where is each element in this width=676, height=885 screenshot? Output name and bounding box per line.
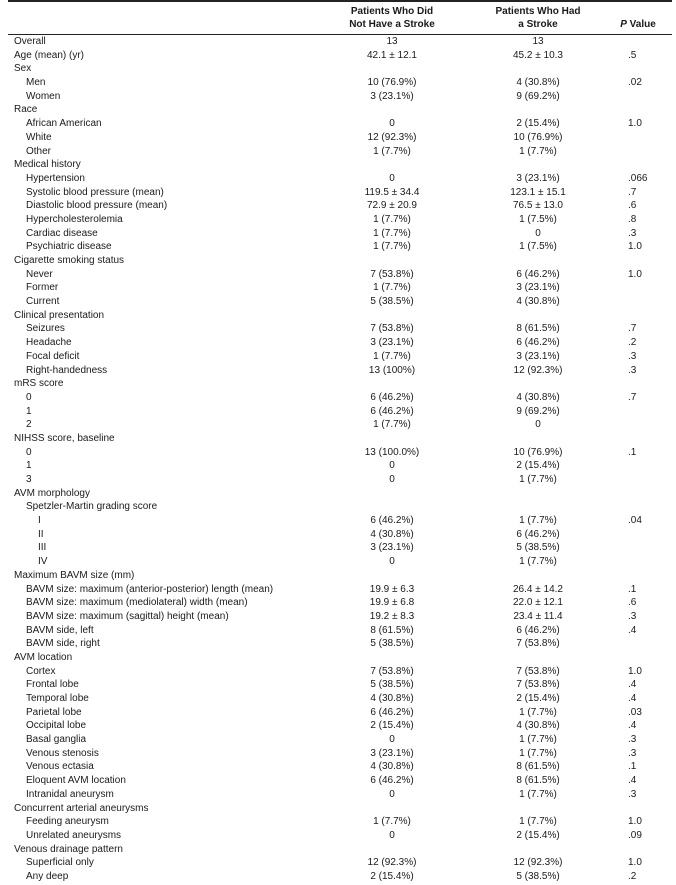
- table-row: [8, 706, 672, 720]
- cell-no-stroke: 72.9 ± 20.9: [367, 200, 417, 212]
- header-no-stroke-line2: Not Have a Stroke: [349, 19, 435, 30]
- table-row: [8, 610, 672, 624]
- cell-p-value: .4: [628, 775, 637, 787]
- cell-no-stroke: 1 (7.7%): [373, 227, 411, 239]
- cell-stroke: 10 (76.9%): [513, 131, 563, 143]
- row-label: Cortex: [26, 665, 56, 677]
- row-label: Headache: [26, 337, 72, 349]
- table-row: [8, 336, 672, 350]
- cell-p-value: 1.0: [628, 816, 642, 828]
- row-label: IV: [38, 556, 48, 568]
- cell-stroke: 3 (23.1%): [516, 172, 560, 184]
- table-row: [8, 62, 672, 76]
- row-label: Concurrent arterial aneurysms: [14, 802, 149, 814]
- table-row: [8, 76, 672, 90]
- row-label: Eloquent AVM location: [26, 775, 126, 787]
- table-row: [8, 624, 672, 638]
- cell-no-stroke: 1 (7.7%): [373, 241, 411, 253]
- row-label: Superficial only: [26, 857, 94, 869]
- cell-p-value: .02: [628, 77, 642, 89]
- cell-no-stroke: 6 (46.2%): [370, 391, 414, 403]
- cell-p-value: .8: [628, 213, 637, 225]
- row-label: BAVM side, left: [26, 624, 94, 636]
- cell-no-stroke: 1 (7.7%): [373, 145, 411, 157]
- cell-no-stroke: 6 (46.2%): [370, 706, 414, 718]
- row-label: Parietal lobe: [26, 706, 82, 718]
- cell-p-value: .7: [628, 391, 637, 403]
- row-label: Occipital lobe: [26, 720, 87, 732]
- table-row: [8, 555, 672, 569]
- cell-no-stroke: 19.9 ± 6.3: [369, 583, 415, 595]
- row-label: Cigarette smoking status: [14, 255, 125, 266]
- cell-p-value: .4: [628, 624, 637, 636]
- cell-stroke: 2 (15.4%): [516, 118, 560, 130]
- table-row: [8, 747, 672, 761]
- cell-stroke: 7 (53.8%): [516, 638, 560, 650]
- cell-stroke: 7 (53.8%): [516, 679, 560, 691]
- cell-p-value: 1.0: [628, 268, 642, 280]
- row-label: Age (mean) (yr): [14, 49, 85, 61]
- cell-p-value: .4: [628, 720, 637, 732]
- table-row: [8, 418, 672, 432]
- cell-no-stroke: 0: [389, 118, 395, 130]
- table-row: [8, 870, 672, 884]
- cell-stroke: 45.2 ± 10.3: [513, 49, 563, 61]
- cell-stroke: 26.4 ± 14.2: [513, 583, 563, 595]
- table-row: [8, 295, 672, 309]
- cell-no-stroke: 1 (7.7%): [373, 350, 411, 362]
- table-row: [8, 90, 672, 104]
- cell-stroke: 4 (30.8%): [516, 77, 560, 89]
- table-row: [8, 856, 672, 870]
- table-row: [8, 145, 672, 159]
- cell-stroke: 2 (15.4%): [516, 829, 560, 841]
- cell-stroke: 8 (61.5%): [516, 775, 560, 787]
- row-label: Sex: [14, 63, 32, 75]
- row-label: AVM morphology: [14, 487, 90, 499]
- cell-p-value: 1.0: [628, 241, 642, 253]
- cell-stroke: 1 (7.7%): [519, 145, 557, 157]
- row-label: BAVM side, right: [26, 638, 100, 650]
- cell-no-stroke: 6 (46.2%): [370, 405, 414, 417]
- cell-stroke: 10 (76.9%): [513, 446, 563, 458]
- table-row: [8, 760, 672, 774]
- row-label: Frontal lobe: [26, 679, 79, 691]
- table-row: [8, 377, 672, 391]
- cell-stroke: 4 (30.8%): [516, 391, 560, 403]
- header-no-stroke: [330, 5, 454, 31]
- cell-p-value: .2: [628, 337, 637, 349]
- cell-p-value: 1.0: [628, 665, 642, 677]
- row-label: 0: [26, 446, 32, 458]
- row-label: Men: [26, 77, 46, 89]
- cell-no-stroke: 12 (92.3%): [367, 857, 417, 869]
- table-row: [8, 432, 672, 446]
- cell-no-stroke: 3 (23.1%): [370, 747, 414, 759]
- cell-stroke: 22.0 ± 12.1: [513, 597, 563, 609]
- cell-p-value: .3: [628, 350, 637, 362]
- row-label: I: [38, 515, 41, 527]
- table-row: [8, 637, 672, 651]
- row-label: AVM location: [14, 651, 73, 663]
- cell-stroke: 13: [532, 36, 544, 47]
- cell-stroke: 1 (7.7%): [519, 788, 557, 800]
- cell-p-value: 1.0: [628, 857, 642, 869]
- row-label: 0: [26, 391, 32, 403]
- table-row: [8, 322, 672, 336]
- cell-no-stroke: 5 (38.5%): [370, 638, 414, 650]
- cell-no-stroke: 0: [389, 734, 395, 746]
- cell-p-value: .4: [628, 679, 637, 691]
- cell-no-stroke: 13 (100%): [368, 364, 416, 376]
- cell-p-value: .1: [628, 583, 637, 595]
- cell-no-stroke: 13: [386, 36, 398, 47]
- table-row: [8, 665, 672, 679]
- row-label: Never: [26, 268, 53, 280]
- cell-no-stroke: 7 (53.8%): [370, 665, 414, 677]
- row-label: Women: [26, 90, 61, 102]
- cell-stroke: 1 (7.5%): [519, 213, 557, 225]
- table-row: [8, 281, 672, 295]
- cell-p-value: .5: [628, 49, 637, 61]
- cell-stroke: 5 (38.5%): [516, 870, 560, 882]
- cell-no-stroke: 2 (15.4%): [370, 720, 414, 732]
- table-row: [8, 815, 672, 829]
- row-label: African American: [26, 118, 102, 130]
- table-row: [8, 719, 672, 733]
- row-label: Feeding aneurysm: [26, 816, 109, 828]
- row-label: 1: [26, 460, 32, 472]
- cell-p-value: 1.0: [628, 118, 642, 130]
- cell-p-value: .1: [628, 446, 637, 458]
- table-header: [8, 4, 672, 32]
- cell-p-value: .6: [628, 200, 637, 212]
- cell-p-value: .6: [628, 597, 637, 609]
- cell-no-stroke: 4 (30.8%): [370, 528, 414, 540]
- row-label: 3: [26, 474, 32, 485]
- cell-no-stroke: 3 (23.1%): [370, 337, 414, 349]
- table-row: [8, 802, 672, 816]
- cell-no-stroke: 1 (7.7%): [373, 816, 411, 828]
- cell-no-stroke: 19.9 ± 6.8: [369, 597, 415, 609]
- cell-stroke: 0: [535, 419, 541, 431]
- table-row: [8, 596, 672, 610]
- row-label: II: [38, 528, 44, 540]
- cell-no-stroke: 0: [389, 829, 395, 841]
- table-row: [8, 829, 672, 843]
- cell-no-stroke: 1 (7.7%): [373, 213, 411, 225]
- header-p-italic: P: [620, 19, 627, 30]
- cell-stroke: 9 (69.2%): [516, 90, 560, 102]
- table-row: [8, 103, 672, 117]
- cell-stroke: 1 (7.7%): [519, 816, 557, 828]
- table-row: [8, 692, 672, 706]
- cell-no-stroke: 3 (23.1%): [370, 90, 414, 102]
- cell-stroke: 6 (46.2%): [516, 337, 560, 349]
- cell-no-stroke: 8 (61.5%): [370, 624, 414, 636]
- header-p-value: [608, 18, 668, 31]
- table-row: [8, 405, 672, 419]
- row-label: Seizures: [26, 323, 65, 335]
- cell-no-stroke: 6 (46.2%): [370, 775, 414, 787]
- row-label: Any deep: [26, 870, 69, 882]
- table-row: [8, 514, 672, 528]
- row-label: Hypercholesterolemia: [26, 213, 123, 225]
- table-row: [8, 227, 672, 241]
- cell-stroke: 4 (30.8%): [516, 296, 560, 308]
- cell-stroke: 3 (23.1%): [516, 350, 560, 362]
- cell-p-value: .066: [628, 172, 648, 184]
- cell-p-value: .09: [628, 829, 642, 841]
- cell-no-stroke: 4 (30.8%): [370, 693, 414, 704]
- row-label: Venous ectasia: [26, 761, 94, 773]
- table-row: [8, 569, 672, 583]
- table-row: [8, 186, 672, 200]
- cell-p-value: .7: [628, 323, 637, 335]
- table-row: [8, 473, 672, 487]
- table-row: [8, 350, 672, 364]
- table-row: [8, 651, 672, 665]
- cell-no-stroke: 42.1 ± 12.1: [367, 49, 417, 61]
- cell-stroke: 8 (61.5%): [516, 761, 560, 773]
- cell-no-stroke: 1 (7.7%): [373, 419, 411, 431]
- cell-no-stroke: 0: [389, 172, 395, 184]
- cell-no-stroke: 10 (76.9%): [367, 77, 417, 89]
- row-label: BAVM size: maximum (mediolateral) width (mean): [26, 597, 248, 609]
- table-row: [8, 774, 672, 788]
- cell-stroke: 3 (23.1%): [516, 282, 560, 294]
- cell-no-stroke: 1 (7.7%): [373, 282, 411, 294]
- row-label: Intranidal aneurysm: [26, 788, 114, 800]
- row-label: Venous drainage pattern: [14, 843, 123, 855]
- cell-no-stroke: 0: [389, 556, 395, 568]
- table-row: [8, 487, 672, 501]
- table-row: [8, 117, 672, 131]
- row-label: Venous stenosis: [26, 747, 99, 759]
- row-label: Current: [26, 296, 60, 308]
- row-label: Spetzler-Martin grading score: [26, 501, 158, 513]
- cell-p-value: .04: [628, 515, 642, 527]
- header-no-stroke-line1: Patients Who Did: [350, 6, 434, 17]
- cell-p-value: .3: [628, 747, 637, 759]
- table-row: [8, 500, 672, 514]
- cell-stroke: 7 (53.8%): [516, 665, 560, 677]
- cell-stroke: 1 (7.7%): [519, 556, 557, 568]
- cell-no-stroke: 0: [389, 460, 395, 472]
- row-label: NIHSS score, baseline: [14, 432, 115, 444]
- cell-p-value: .03: [628, 706, 642, 718]
- table-row: [8, 843, 672, 857]
- cell-stroke: 12 (92.3%): [513, 364, 563, 376]
- cell-no-stroke: 7 (53.8%): [370, 268, 414, 280]
- table-top-rule: [8, 0, 672, 2]
- cell-stroke: 123.1 ± 15.1: [510, 186, 566, 198]
- cell-stroke: 1 (7.7%): [519, 706, 557, 718]
- row-label: Hypertension: [26, 172, 85, 184]
- table-row: [8, 541, 672, 555]
- cell-p-value: .3: [628, 788, 637, 800]
- table-row: [8, 583, 672, 597]
- row-label: Clinical presentation: [14, 309, 105, 321]
- row-label: BAVM size: maximum (sagittal) height (mean): [26, 610, 229, 622]
- cell-p-value: .3: [628, 610, 637, 622]
- row-label: Diastolic blood pressure (mean): [26, 200, 168, 212]
- table-row: [8, 172, 672, 186]
- table-row: [8, 213, 672, 227]
- row-label: Focal deficit: [26, 350, 80, 362]
- cell-no-stroke: 5 (38.5%): [370, 679, 414, 691]
- table-row: [8, 49, 672, 63]
- table-row: [8, 364, 672, 378]
- cell-no-stroke: 12 (92.3%): [367, 131, 417, 143]
- row-label: Medical history: [14, 159, 81, 171]
- cell-p-value: .2: [628, 870, 637, 882]
- table-row: [8, 131, 672, 145]
- cell-p-value: .1: [628, 761, 637, 773]
- table-row: [8, 391, 672, 405]
- cell-stroke: 1 (7.5%): [519, 241, 557, 253]
- cell-stroke: 1 (7.7%): [519, 747, 557, 759]
- row-label: 2: [26, 419, 32, 431]
- cell-no-stroke: 7 (53.8%): [370, 323, 414, 335]
- table-row: [8, 268, 672, 282]
- cell-no-stroke: 13 (100.0%): [364, 446, 420, 458]
- table-row: [8, 733, 672, 747]
- header-p-rest: Value: [626, 19, 656, 30]
- cell-stroke: 76.5 ± 13.0: [513, 200, 563, 212]
- cell-no-stroke: 3 (23.1%): [370, 542, 414, 554]
- table-row: [8, 309, 672, 323]
- row-label: BAVM size: maximum (anterior-posterior) length (mean): [26, 583, 274, 595]
- table-row: [8, 35, 672, 49]
- cell-stroke: 9 (69.2%): [516, 405, 560, 417]
- table-row: [8, 678, 672, 692]
- table-row: [8, 528, 672, 542]
- cell-stroke: 5 (38.5%): [516, 542, 560, 554]
- cell-p-value: .7: [628, 186, 637, 198]
- row-label: Maximum BAVM size (mm): [14, 569, 135, 581]
- row-label: Psychiatric disease: [26, 241, 112, 253]
- row-label: Right-handedness: [26, 364, 108, 376]
- cell-no-stroke: 5 (38.5%): [370, 296, 414, 308]
- row-label: White: [26, 131, 52, 143]
- cell-no-stroke: 0: [389, 788, 395, 800]
- table-row: [8, 158, 672, 172]
- row-label: mRS score: [14, 378, 64, 390]
- row-label: Cardiac disease: [26, 227, 98, 239]
- row-label: Unrelated aneurysms: [26, 829, 122, 841]
- table-row: [8, 788, 672, 802]
- table-row: [8, 199, 672, 213]
- cell-no-stroke: 2 (15.4%): [370, 870, 414, 882]
- row-label: Basal ganglia: [26, 734, 87, 746]
- cell-no-stroke: 119.5 ± 34.4: [364, 186, 420, 198]
- row-label: Systolic blood pressure (mean): [26, 186, 164, 198]
- cell-stroke: 6 (46.2%): [516, 268, 560, 280]
- cell-stroke: 8 (61.5%): [516, 323, 560, 335]
- cell-stroke: 12 (92.3%): [513, 857, 563, 869]
- header-stroke-line1: Patients Who Had: [495, 6, 581, 17]
- cell-stroke: 4 (30.8%): [516, 720, 560, 732]
- table-row: [8, 459, 672, 473]
- cell-stroke: 2 (15.4%): [516, 460, 560, 472]
- cell-stroke: 1 (7.7%): [519, 474, 557, 485]
- cell-stroke: 1 (7.7%): [519, 515, 557, 527]
- cell-stroke: 6 (46.2%): [516, 528, 560, 540]
- cell-p-value: .4: [628, 693, 637, 704]
- table-body: [8, 35, 672, 884]
- cell-stroke: 23.4 ± 11.4: [513, 610, 563, 622]
- cell-stroke: 6 (46.2%): [516, 624, 560, 636]
- cell-p-value: .3: [628, 227, 637, 239]
- row-label: Former: [26, 282, 59, 294]
- table-row: [8, 446, 672, 460]
- cell-no-stroke: 19.2 ± 8.3: [369, 610, 415, 622]
- cell-p-value: .3: [628, 734, 637, 746]
- cell-stroke: 0: [535, 227, 541, 239]
- cell-p-value: .3: [628, 364, 637, 376]
- row-label: Overall: [14, 36, 46, 47]
- cell-no-stroke: 4 (30.8%): [370, 761, 414, 773]
- cell-stroke: 2 (15.4%): [516, 693, 560, 704]
- table-row: [8, 240, 672, 254]
- table-row: [8, 254, 672, 268]
- header-stroke-line2: a Stroke: [518, 19, 558, 30]
- cell-no-stroke: 0: [389, 474, 395, 485]
- row-label: III: [38, 542, 47, 554]
- row-label: Other: [26, 145, 52, 157]
- row-label: Race: [14, 104, 38, 116]
- cell-no-stroke: 6 (46.2%): [370, 515, 414, 527]
- cell-stroke: 1 (7.7%): [519, 734, 557, 746]
- row-label: 1: [26, 405, 32, 417]
- header-stroke: [478, 5, 598, 31]
- row-label: Temporal lobe: [26, 693, 89, 704]
